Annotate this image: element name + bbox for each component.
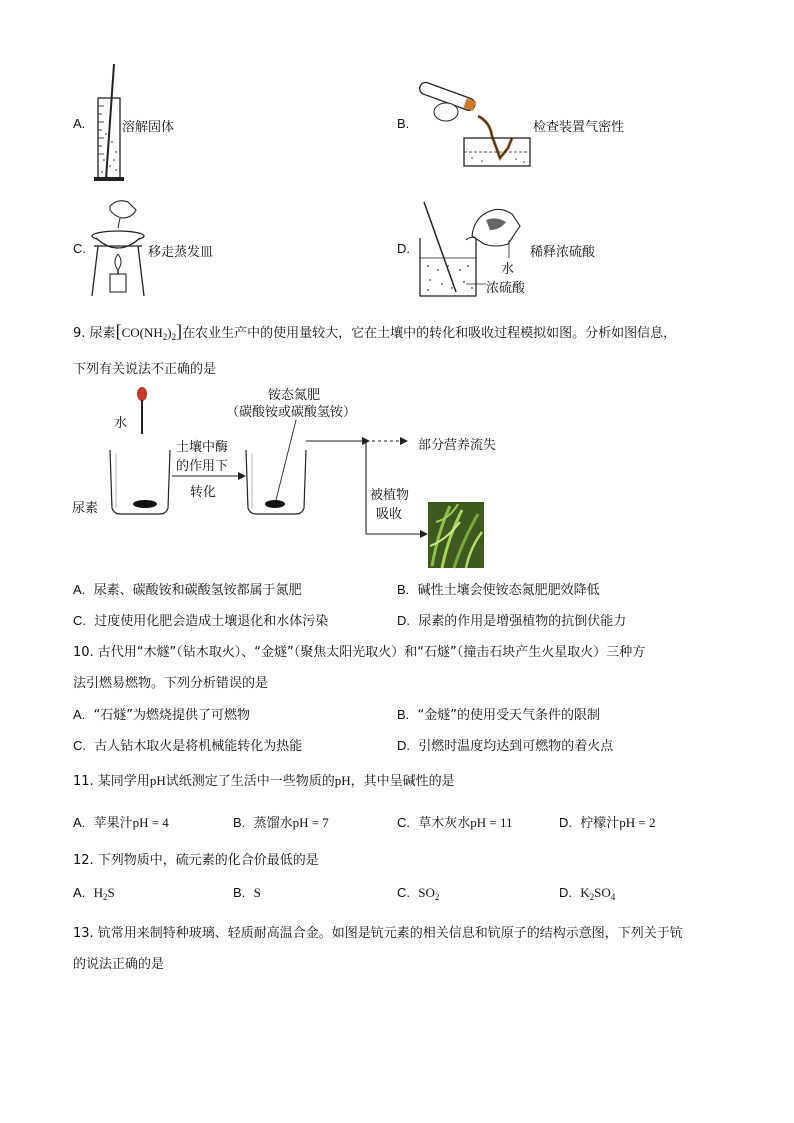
q12-option-d[interactable]: D. $K_2SO_4$ <box>559 885 616 902</box>
q13-stem-line2: 的说法正确的是 <box>73 957 165 972</box>
diagram-absorb-label2: 吸收 <box>376 507 403 522</box>
q11-option-d[interactable]: D. 柠檬汁pH = 2 <box>559 815 656 831</box>
q9-option-c[interactable]: C. 过度使用化肥会造成土壤退化和水体污染 <box>73 613 329 629</box>
diagram-arrow-top2: 的作用下 <box>176 459 229 474</box>
q11-option-a[interactable]: A. 苹果汁pH = 4 <box>73 815 169 831</box>
q11-option-b[interactable]: B. 蒸馏水pH = 7 <box>233 815 329 831</box>
q11-stem: 11. 某同学用pH试纸测定了生活中一些物质的pH，其中呈碱性的是 <box>73 773 455 789</box>
diagram-absorb-label1: 被植物 <box>370 488 410 503</box>
airtightness-check-illustration <box>416 82 536 172</box>
option-c-caption: 移走蒸发皿 <box>148 245 214 260</box>
option-a-letter: A. <box>73 116 86 131</box>
diagram-water-label: 水 <box>114 416 128 431</box>
q9-option-a[interactable]: A. 尿素、碳酸铵和碳酸氢铵都属于氮肥 <box>73 582 302 598</box>
diagram-urea-label: 尿素 <box>72 501 99 516</box>
q12-option-a[interactable]: A. $H_2S$ <box>73 885 115 902</box>
q10-option-c[interactable]: C. 古人钻木取火是将机械能转化为热能 <box>73 738 303 754</box>
q13-stem-line1: 13. 钪常用来制特种玻璃、轻质耐高温合金。如图是钪元素的相关信息和钪原子的结构示意图，下列关于钪 <box>73 926 683 941</box>
acid-pointer-line <box>466 280 488 288</box>
option-d-caption: 稀释浓硫酸 <box>530 245 596 260</box>
diagram-fertilizer-label2: （碳酸铵或碳酸氢铵） <box>226 405 357 420</box>
option-b-letter: B. <box>397 116 410 131</box>
q12-option-c[interactable]: C. $SO_2$ <box>397 885 440 902</box>
option-d-letter: D. <box>397 241 410 256</box>
q10-option-d[interactable]: D. 引燃时温度均达到可燃物的着火点 <box>397 738 614 754</box>
diagram-loss-label: 部分营养流失 <box>418 438 497 453</box>
option-b-caption: 检查装置气密性 <box>533 120 625 135</box>
q10-stem-line1: 10. 古代用“木燧”（钻木取火）、“金燧”（聚焦太阳光取火）和“石燧”（撞击石块产生火星取火）三种方 <box>73 645 646 660</box>
q10-option-a[interactable]: A. “石燧”为燃烧提供了可燃物 <box>73 707 251 723</box>
diagram-arrow-bottom: 转化 <box>190 485 217 500</box>
q9-stem-line1: 9. 尿素$[CO(NH_2)_2]$在农业生产中的使用量较大，它在土壤中的转化和吸收过程模拟如图。分析如图信息， <box>73 321 677 342</box>
water-label: 水 <box>501 262 515 277</box>
q9-option-b[interactable]: B. 碱性土壤会使铵态氮肥肥效降低 <box>397 582 600 598</box>
q9-stem-line2: 下列有关说法不正确的是 <box>73 362 217 377</box>
option-a-caption: 溶解固体 <box>122 120 175 135</box>
q10-option-b[interactable]: B. “金燧”的使用受天气条件的限制 <box>397 707 601 723</box>
q12-stem: 12. 下列物质中，硫元素的化合价最低的是 <box>73 853 319 868</box>
q12-option-b[interactable]: B. S <box>233 885 261 900</box>
q10-stem-line2: 法引燃易燃物。下列分析错误的是 <box>73 676 269 691</box>
evaporating-dish-illustration <box>88 196 148 300</box>
q11-option-c[interactable]: C. 草木灰水pH = 11 <box>397 815 513 831</box>
diagram-arrow-top1: 土壤中酶 <box>176 440 229 455</box>
diagram-fertilizer-label1: 铵态氮肥 <box>268 388 321 403</box>
water-pointer-line <box>506 238 526 260</box>
q9-option-d[interactable]: D. 尿素的作用是增强植物的抗倒伏能力 <box>397 613 627 629</box>
acid-label: 浓硫酸 <box>486 281 526 296</box>
option-c-letter: C. <box>73 241 86 256</box>
